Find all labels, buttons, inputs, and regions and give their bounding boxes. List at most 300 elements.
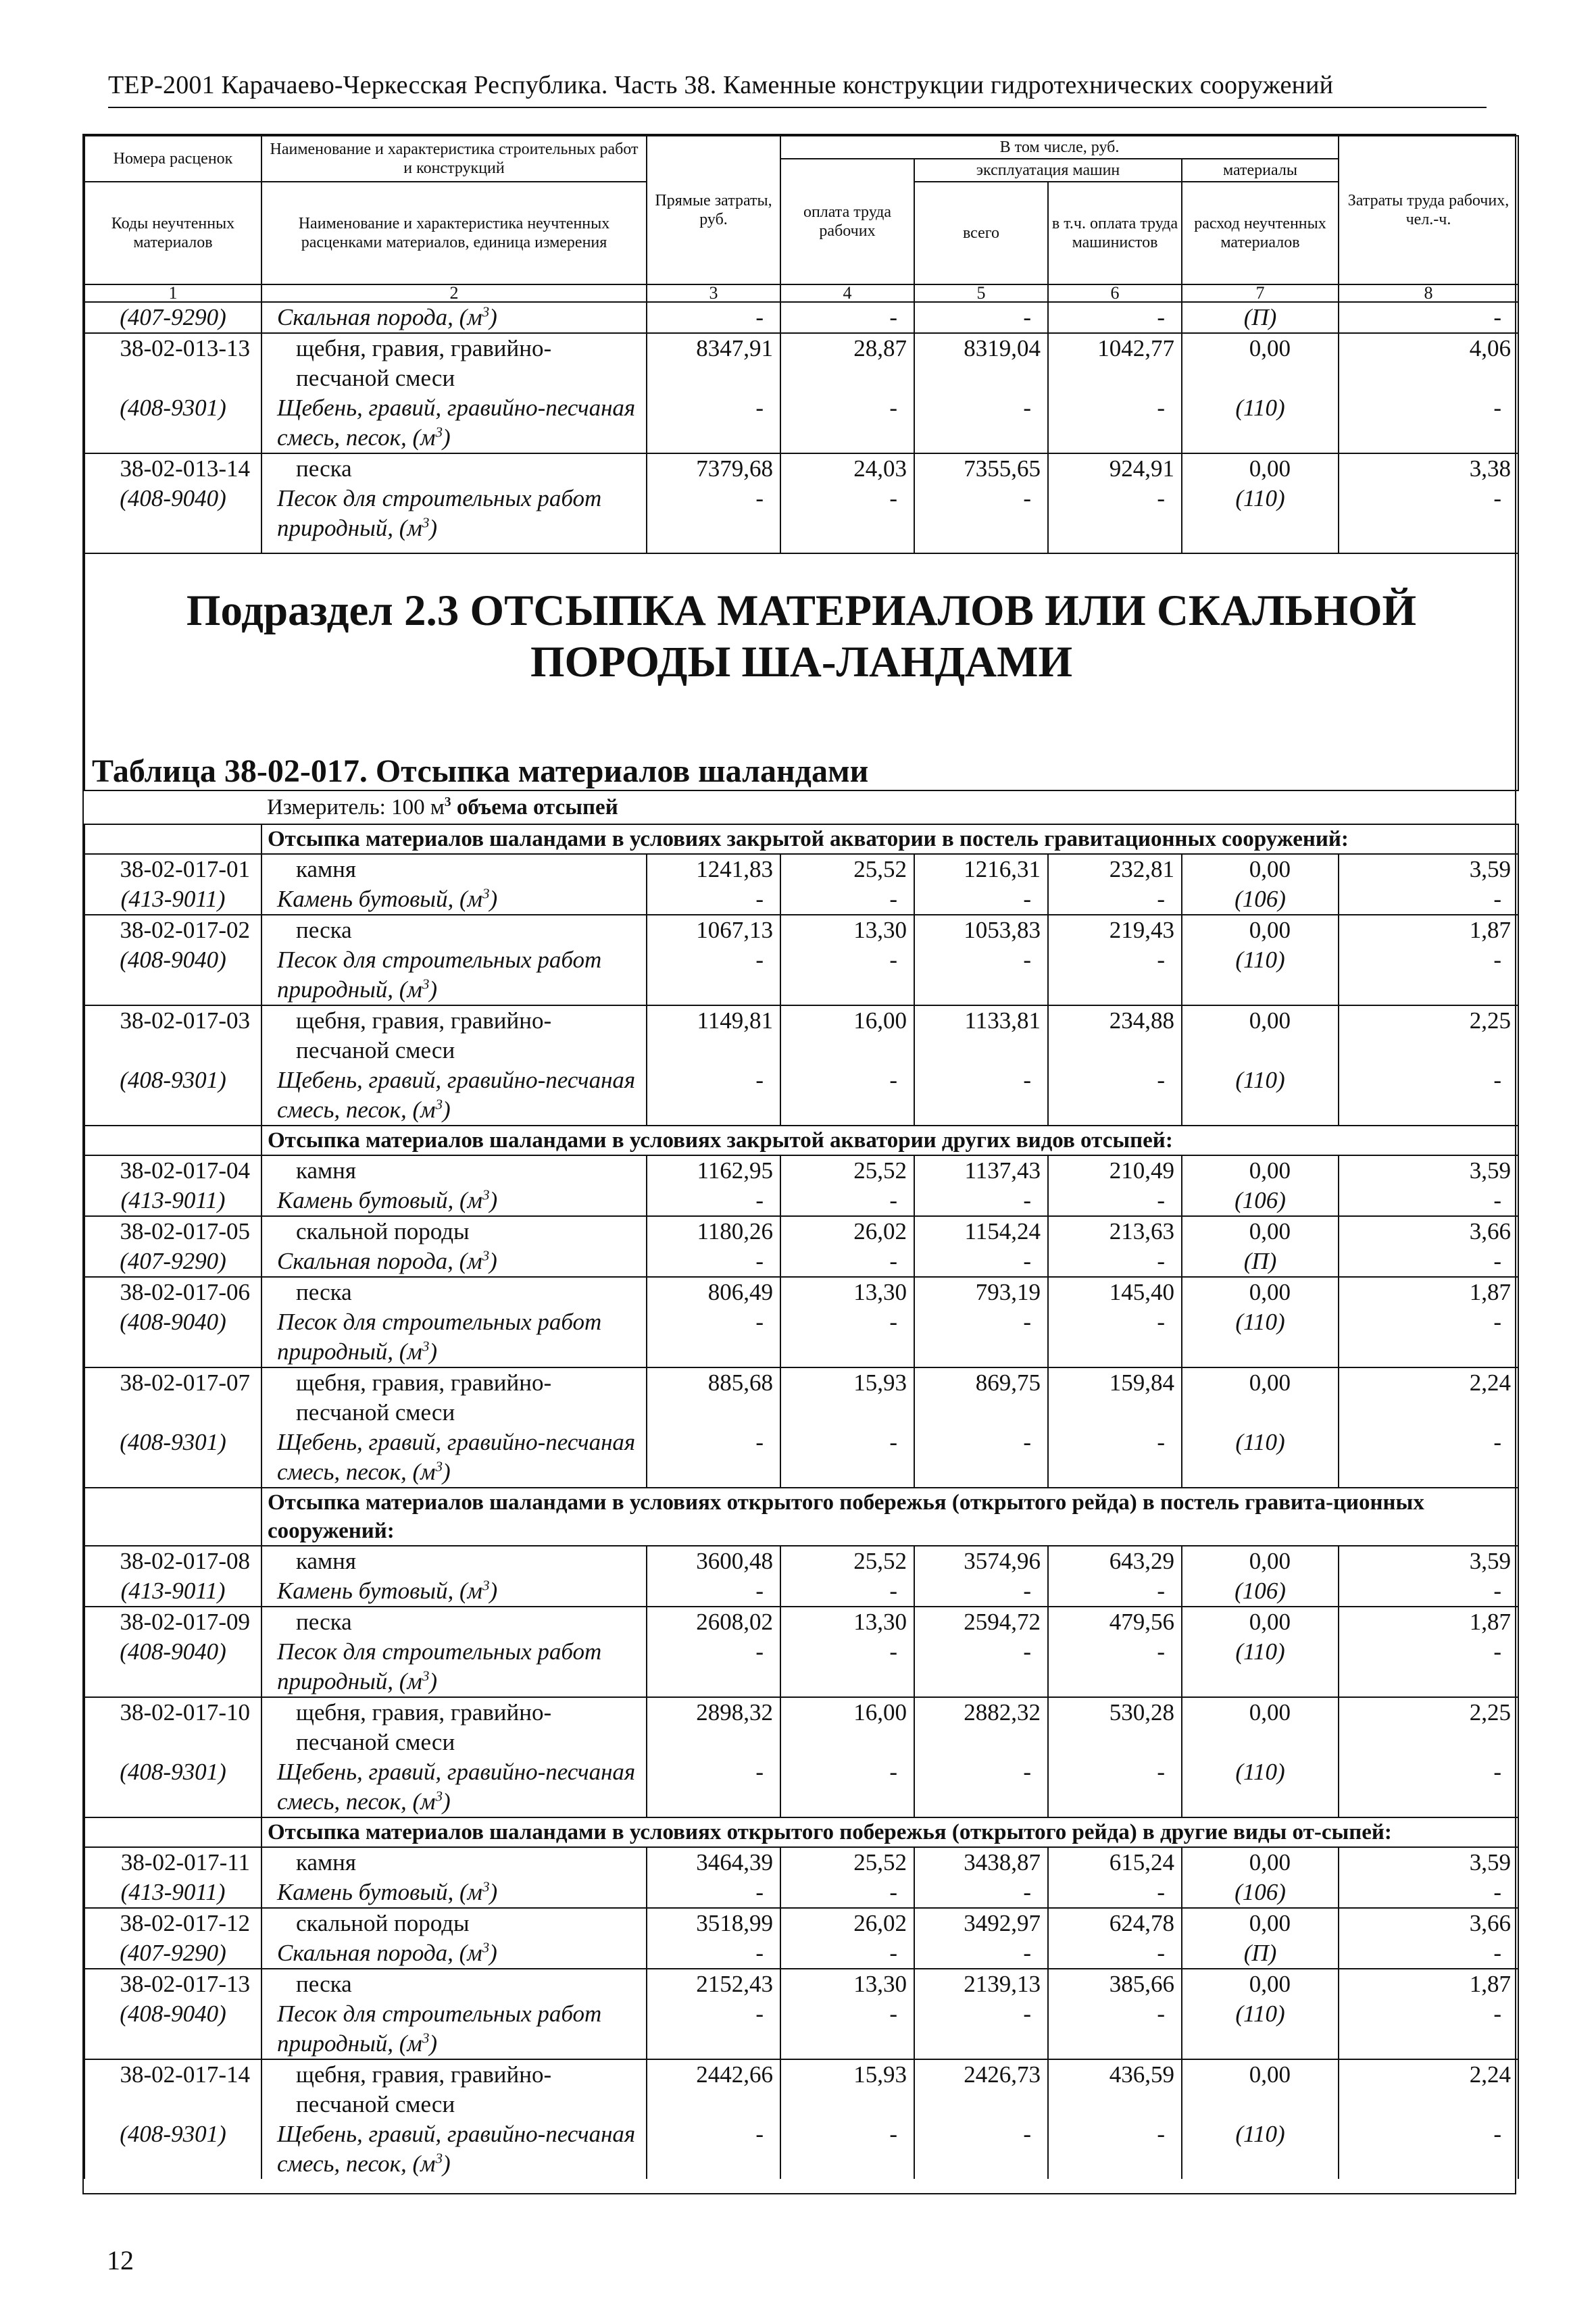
labor-cost: 26,02 [780, 1216, 914, 1247]
spacer-cell [84, 543, 261, 553]
dash-cell: - [647, 2119, 780, 2179]
labor-cost: 15,93 [780, 2059, 914, 2119]
group-row [84, 824, 1518, 854]
head-incl: В том числе, руб. [780, 136, 1339, 159]
material-name-text: Песок для строительных работ природный, (м [277, 1638, 602, 1694]
material-name-text: Скальная порода, (м [277, 1940, 482, 1966]
material-row [84, 1428, 1518, 1488]
cubic-superscript: 3 [435, 1788, 443, 1805]
meter-superscript: 3 [444, 795, 451, 809]
work-name: скальной породы [261, 1908, 647, 1938]
material-name [261, 1938, 647, 1969]
dash-cell: - [1339, 1065, 1518, 1126]
group-title: Отсыпка материалов шаландами в условиях открытого побережья (открытого рейда) в другие виды от-сыпей: [261, 1817, 1518, 1847]
labor-hours: 3,59 [1339, 1546, 1518, 1576]
dash-cell: - [1339, 1938, 1518, 1969]
spacer-cell [1048, 543, 1182, 553]
close-paren: ) [489, 886, 498, 912]
dash-cell: - [1339, 1247, 1518, 1277]
cubic-superscript: 3 [435, 1096, 443, 1113]
head-col8: Затраты труда рабочих, чел.-ч. [1339, 136, 1518, 284]
material-name [261, 1757, 647, 1817]
close-paren: ) [429, 2030, 437, 2057]
work-name: щебня, гравия, гравийно-песчаной смеси [261, 1005, 647, 1065]
dash-cell: - [780, 1757, 914, 1817]
material-name [261, 1307, 647, 1367]
direct-cost: 3518,99 [647, 1908, 780, 1938]
dash-cell: - [1048, 1878, 1182, 1908]
direct-cost: 3464,39 [647, 1847, 780, 1878]
work-row [84, 1155, 1518, 1186]
material-code: (408-9301) [84, 1757, 261, 1817]
materials-cost: 0,00 [1182, 453, 1339, 484]
material-row [84, 1065, 1518, 1126]
direct-cost: 806,49 [647, 1277, 780, 1307]
dash-cell: - [914, 884, 1048, 915]
dash-cell: - [1048, 1576, 1182, 1607]
work-name: песка [261, 1277, 647, 1307]
cubic-superscript: 3 [422, 514, 430, 531]
dash-cell: - [647, 393, 780, 453]
material-unit: (110) [1182, 1999, 1339, 2059]
column-number: 6 [1048, 284, 1182, 302]
direct-cost: 2608,02 [647, 1607, 780, 1637]
material-name-text: Песок для строительных работ природный, (м [277, 1309, 602, 1365]
work-name: щебня, гравия, гравийно-песчаной смеси [261, 1367, 647, 1428]
work-name: камня [261, 854, 647, 884]
material-code: (408-9301) [84, 1065, 261, 1126]
operators-cost: 436,59 [1048, 2059, 1182, 2119]
rate-code: 38-02-017-06 [84, 1277, 261, 1307]
material-unit: (110) [1182, 1428, 1339, 1488]
dash-cell: - [780, 1428, 914, 1488]
material-code: (408-9301) [84, 1428, 261, 1488]
machines-cost: 2882,32 [914, 1697, 1048, 1757]
material-row [84, 1247, 1518, 1277]
labor-hours: 1,87 [1339, 1607, 1518, 1637]
work-row [84, 1969, 1518, 1999]
group-blank [84, 1817, 261, 1847]
material-name [261, 1999, 647, 2059]
operators-cost: 385,66 [1048, 1969, 1182, 1999]
dash-cell: - [914, 1938, 1048, 1969]
labor-cost: 25,52 [780, 854, 914, 884]
spacer-cell [647, 543, 780, 553]
operators-cost: 219,43 [1048, 915, 1182, 945]
work-name: камня [261, 1155, 647, 1186]
dash-cell: - [780, 1186, 914, 1216]
dash-cell: - [647, 1186, 780, 1216]
machines-cost: 8319,04 [914, 333, 1048, 393]
close-paren: ) [489, 1879, 498, 1905]
direct-cost: 3600,48 [647, 1546, 780, 1576]
dash-cell: - [780, 393, 914, 453]
close-paren: ) [443, 1097, 451, 1123]
dash-cell: - [1048, 2119, 1182, 2179]
work-row [84, 1546, 1518, 1576]
spacer-cell [780, 543, 914, 553]
direct-cost: 1149,81 [647, 1005, 780, 1065]
work-row [84, 854, 1518, 884]
dash-cell: - [914, 1307, 1048, 1367]
dash-cell: - [1339, 302, 1518, 333]
material-name [261, 1186, 647, 1216]
machines-cost: 1053,83 [914, 915, 1048, 945]
dash-cell: - [914, 1999, 1048, 2059]
operators-cost: 210,49 [1048, 1155, 1182, 1186]
material-unit: (П) [1182, 302, 1339, 333]
dash-cell: - [1048, 945, 1182, 1005]
work-row [84, 915, 1518, 945]
dash-cell: - [647, 1637, 780, 1697]
labor-hours: 3,59 [1339, 854, 1518, 884]
group-title: Отсыпка материалов шаландами в условиях открытого побережья (открытого рейда) в постель гравита-ционных сооружений: [261, 1488, 1518, 1546]
rate-code: 38-02-017-11 [84, 1847, 261, 1878]
work-name: камня [261, 1847, 647, 1878]
material-name-text: Песок для строительных работ природный, (м [277, 2001, 602, 2057]
labor-hours: 2,25 [1339, 1005, 1518, 1065]
cubic-superscript: 3 [482, 1939, 490, 1956]
direct-cost: 2442,66 [647, 2059, 780, 2119]
close-paren: ) [489, 1187, 498, 1213]
close-paren: ) [489, 1940, 497, 1966]
close-paren: ) [443, 1788, 451, 1815]
cubic-superscript: 3 [422, 1338, 430, 1355]
dash-cell: - [780, 1247, 914, 1277]
dash-cell: - [914, 1065, 1048, 1126]
machines-cost: 3438,87 [914, 1847, 1048, 1878]
operators-cost: 234,88 [1048, 1005, 1182, 1065]
labor-hours: 4,06 [1339, 333, 1518, 393]
material-code: (413-9011) [84, 1186, 261, 1216]
cubic-superscript: 3 [422, 1667, 430, 1684]
rate-code: 38-02-017-10 [84, 1697, 261, 1757]
head-col7: расход неучтенных материалов [1182, 182, 1339, 284]
labor-cost: 13,30 [780, 1969, 914, 1999]
materials-cost: 0,00 [1182, 915, 1339, 945]
machines-cost: 3492,97 [914, 1908, 1048, 1938]
direct-cost: 2152,43 [647, 1969, 780, 1999]
dash-cell: - [780, 1065, 914, 1126]
dash-cell: - [1339, 1999, 1518, 2059]
dash-cell: - [780, 1938, 914, 1969]
labor-cost: 25,52 [780, 1847, 914, 1878]
rate-code: 38-02-017-02 [84, 915, 261, 945]
dash-cell: - [1048, 1186, 1182, 1216]
column-number: 3 [647, 284, 780, 302]
material-unit: (106) [1182, 1186, 1339, 1216]
labor-hours: 3,66 [1339, 1216, 1518, 1247]
labor-cost: 15,93 [780, 1367, 914, 1428]
material-name [261, 1428, 647, 1488]
labor-cost: 16,00 [780, 1005, 914, 1065]
material-code: (407-9290) [84, 1938, 261, 1969]
cubic-superscript: 3 [482, 1247, 490, 1264]
head-machines: эксплуатация машин [914, 159, 1182, 182]
material-name [261, 2119, 647, 2179]
work-name: песка [261, 915, 647, 945]
close-paren: ) [489, 304, 497, 330]
operators-cost: 924,91 [1048, 453, 1182, 484]
materials-cost: 0,00 [1182, 1847, 1339, 1878]
meter-blank [84, 790, 261, 824]
head-col4: оплата труда рабочих [780, 159, 914, 284]
cubic-superscript: 3 [482, 1878, 490, 1895]
cubic-superscript: 3 [435, 2150, 443, 2167]
column-number: 5 [914, 284, 1048, 302]
work-row [84, 1277, 1518, 1307]
dash-cell: - [780, 1307, 914, 1367]
close-paren: ) [443, 424, 451, 451]
dash-cell: - [780, 1999, 914, 2059]
dash-cell: - [1339, 1307, 1518, 1367]
work-name: камня [261, 1546, 647, 1576]
dash-cell: - [647, 1247, 780, 1277]
work-row [84, 1005, 1518, 1065]
spacer-cell [1339, 543, 1518, 553]
work-row [84, 1908, 1518, 1938]
materials-cost: 0,00 [1182, 1697, 1339, 1757]
labor-hours: 2,25 [1339, 1697, 1518, 1757]
close-paren: ) [429, 1338, 437, 1365]
dash-cell: - [780, 1878, 914, 1908]
cubic-superscript: 3 [482, 303, 490, 320]
column-number: 4 [780, 284, 914, 302]
material-name-text: Камень бутовый, (м [277, 886, 482, 912]
material-name [261, 302, 647, 333]
title-rule [108, 107, 1487, 108]
material-name [261, 484, 647, 543]
dash-cell: - [780, 302, 914, 333]
labor-hours: 3,59 [1339, 1155, 1518, 1186]
material-row [84, 1186, 1518, 1216]
material-code: (408-9040) [84, 1637, 261, 1697]
dash-cell: - [1048, 1307, 1182, 1367]
material-code: (408-9040) [84, 1307, 261, 1367]
operators-cost: 530,28 [1048, 1697, 1182, 1757]
dash-cell: - [647, 945, 780, 1005]
dash-cell: - [780, 945, 914, 1005]
material-code: (407-9290) [84, 302, 261, 333]
material-name-text: Щебень, гравий, гравийно-песчаная смесь, песок, (м [277, 2121, 636, 2177]
material-code: (408-9301) [84, 393, 261, 453]
group-blank [84, 1488, 261, 1546]
work-row [84, 1367, 1518, 1428]
meter-cell [261, 790, 1518, 824]
dash-cell: - [647, 1428, 780, 1488]
group-title: Отсыпка материалов шаландами в условиях закрытой акватории других видов отсыпей: [261, 1126, 1518, 1155]
dash-cell: - [647, 1307, 780, 1367]
dash-cell: - [1339, 1637, 1518, 1697]
labor-hours: 3,66 [1339, 1908, 1518, 1938]
column-number: 1 [84, 284, 261, 302]
dash-cell: - [647, 1938, 780, 1969]
materials-cost: 0,00 [1182, 1216, 1339, 1247]
dash-cell: - [914, 1576, 1048, 1607]
material-name-text: Скальная порода, (м [277, 1248, 482, 1274]
dash-cell: - [914, 2119, 1048, 2179]
labor-cost: 13,30 [780, 915, 914, 945]
labor-cost: 13,30 [780, 1277, 914, 1307]
table-caption: Таблица 38-02-017. Отсыпка материалов шаландами [92, 753, 869, 789]
page-number: 12 [107, 2245, 134, 2275]
materials-cost: 0,00 [1182, 1277, 1339, 1307]
labor-hours: 2,24 [1339, 2059, 1518, 2119]
head-col6: в т.ч. оплата труда машинистов [1048, 182, 1182, 284]
operators-cost: 479,56 [1048, 1607, 1182, 1637]
work-name: песка [261, 453, 647, 484]
dash-cell: - [1048, 1065, 1182, 1126]
column-number: 7 [1182, 284, 1339, 302]
material-name [261, 1637, 647, 1697]
dash-cell: - [1048, 1999, 1182, 2059]
labor-hours: 1,87 [1339, 915, 1518, 945]
material-row [84, 1307, 1518, 1367]
material-name-text: Камень бутовый, (м [277, 1879, 482, 1905]
materials-cost: 0,00 [1182, 1367, 1339, 1428]
machines-cost: 2426,73 [914, 2059, 1048, 2119]
head-col1-top: Номера расценок [84, 136, 261, 182]
work-name: скальной породы [261, 1216, 647, 1247]
work-row [84, 453, 1518, 484]
dash-cell: - [780, 484, 914, 543]
material-unit: (110) [1182, 1637, 1339, 1697]
direct-cost: 885,68 [647, 1367, 780, 1428]
material-name-text: Щебень, гравий, гравийно-песчаная смесь, песок, (м [277, 395, 636, 451]
labor-cost: 26,02 [780, 1908, 914, 1938]
dash-cell: - [647, 484, 780, 543]
direct-cost: 1162,95 [647, 1155, 780, 1186]
material-row [84, 1576, 1518, 1607]
material-unit: (110) [1182, 393, 1339, 453]
material-code: (413-9011) [84, 1576, 261, 1607]
dash-cell: - [647, 1999, 780, 2059]
direct-cost: 1180,26 [647, 1216, 780, 1247]
group-row [84, 1488, 1518, 1546]
material-unit: (106) [1182, 1576, 1339, 1607]
dash-cell: - [780, 884, 914, 915]
material-unit: (П) [1182, 1938, 1339, 1969]
dash-cell: - [1339, 1878, 1518, 1908]
dash-cell: - [914, 1757, 1048, 1817]
operators-cost: 624,78 [1048, 1908, 1182, 1938]
materials-cost: 0,00 [1182, 854, 1339, 884]
head-col5: всего [914, 182, 1048, 284]
labor-hours: 3,38 [1339, 453, 1518, 484]
material-unit: (110) [1182, 1757, 1339, 1817]
labor-cost: 16,00 [780, 1697, 914, 1757]
page-title: ТЕР-2001 Карачаево-Черкесская Республика. Часть 38. Каменные конструкции гидротехнических сооружений [108, 71, 1334, 99]
direct-cost: 1067,13 [647, 915, 780, 945]
machines-cost: 1133,81 [914, 1005, 1048, 1065]
rate-code: 38-02-017-08 [84, 1546, 261, 1576]
column-number: 2 [261, 284, 647, 302]
meter-suffix: объема отсыпей [451, 795, 618, 820]
dash-cell: - [647, 1065, 780, 1126]
work-row [84, 1847, 1518, 1878]
material-row [84, 484, 1518, 543]
labor-hours: 1,87 [1339, 1277, 1518, 1307]
rate-code: 38-02-017-12 [84, 1908, 261, 1938]
work-name: щебня, гравия, гравийно-песчаной смеси [261, 2059, 647, 2119]
material-name-text: Щебень, гравий, гравийно-песчаная смесь, песок, (м [277, 1067, 636, 1123]
head-col1-bottom: Коды неучтенных материалов [84, 182, 261, 284]
close-paren: ) [429, 515, 437, 541]
dash-cell: - [1339, 2119, 1518, 2179]
dash-cell: - [914, 393, 1048, 453]
direct-cost: 7379,68 [647, 453, 780, 484]
cubic-superscript: 3 [422, 2030, 430, 2046]
close-paren: ) [489, 1578, 498, 1604]
material-row [84, 1637, 1518, 1697]
dash-cell: - [1048, 1428, 1182, 1488]
labor-cost: 24,03 [780, 453, 914, 484]
cubic-superscript: 3 [482, 885, 490, 902]
dash-cell: - [914, 1637, 1048, 1697]
head-col3: Прямые затраты, руб. [647, 136, 780, 284]
rate-code: 38-02-017-01 [84, 854, 261, 884]
material-row [84, 1938, 1518, 1969]
dash-cell: - [1048, 302, 1182, 333]
material-name [261, 1576, 647, 1607]
dash-cell: - [1048, 1757, 1182, 1817]
material-row [84, 2119, 1518, 2179]
head-materials: материалы [1182, 159, 1339, 182]
material-row [84, 1757, 1518, 1817]
work-name: песка [261, 1607, 647, 1637]
material-name-text: Камень бутовый, (м [277, 1187, 482, 1213]
materials-cost: 0,00 [1182, 1546, 1339, 1576]
material-name [261, 1247, 647, 1277]
rate-code: 38-02-017-14 [84, 2059, 261, 2119]
material-row [84, 393, 1518, 453]
dash-cell: - [647, 884, 780, 915]
dash-cell: - [647, 1878, 780, 1908]
machines-cost: 1154,24 [914, 1216, 1048, 1247]
labor-hours: 2,24 [1339, 1367, 1518, 1428]
dash-cell: - [780, 2119, 914, 2179]
material-row [84, 302, 1518, 333]
dash-cell: - [1339, 484, 1518, 543]
group-blank [84, 824, 261, 854]
head-col2-top: Наименование и характеристика строительных работ и конструкций [261, 136, 647, 182]
meter-label: Измеритель: 100 м [267, 795, 445, 820]
materials-cost: 0,00 [1182, 1607, 1339, 1637]
material-unit: (110) [1182, 2119, 1339, 2179]
material-name [261, 1065, 647, 1126]
material-unit: (П) [1182, 1247, 1339, 1277]
spacer-cell [261, 543, 647, 553]
spacer-cell [914, 543, 1048, 553]
material-name [261, 945, 647, 1005]
material-unit: (110) [1182, 484, 1339, 543]
rate-code: 38-02-013-13 [84, 333, 261, 393]
group-row [84, 1817, 1518, 1847]
labor-hours: 3,59 [1339, 1847, 1518, 1878]
group-blank [84, 1126, 261, 1155]
rate-code: 38-02-017-13 [84, 1969, 261, 1999]
head-col2-bottom: Наименование и характеристика неучтенных расценками материалов, единица измерения [261, 182, 647, 284]
close-paren: ) [443, 2150, 451, 2177]
material-row [84, 1999, 1518, 2059]
dash-cell: - [647, 1576, 780, 1607]
cubic-superscript: 3 [482, 1577, 490, 1594]
material-name [261, 884, 647, 915]
material-code: (408-9040) [84, 945, 261, 1005]
cubic-superscript: 3 [482, 1186, 490, 1203]
dash-cell: - [914, 1428, 1048, 1488]
cubic-superscript: 3 [435, 424, 443, 441]
